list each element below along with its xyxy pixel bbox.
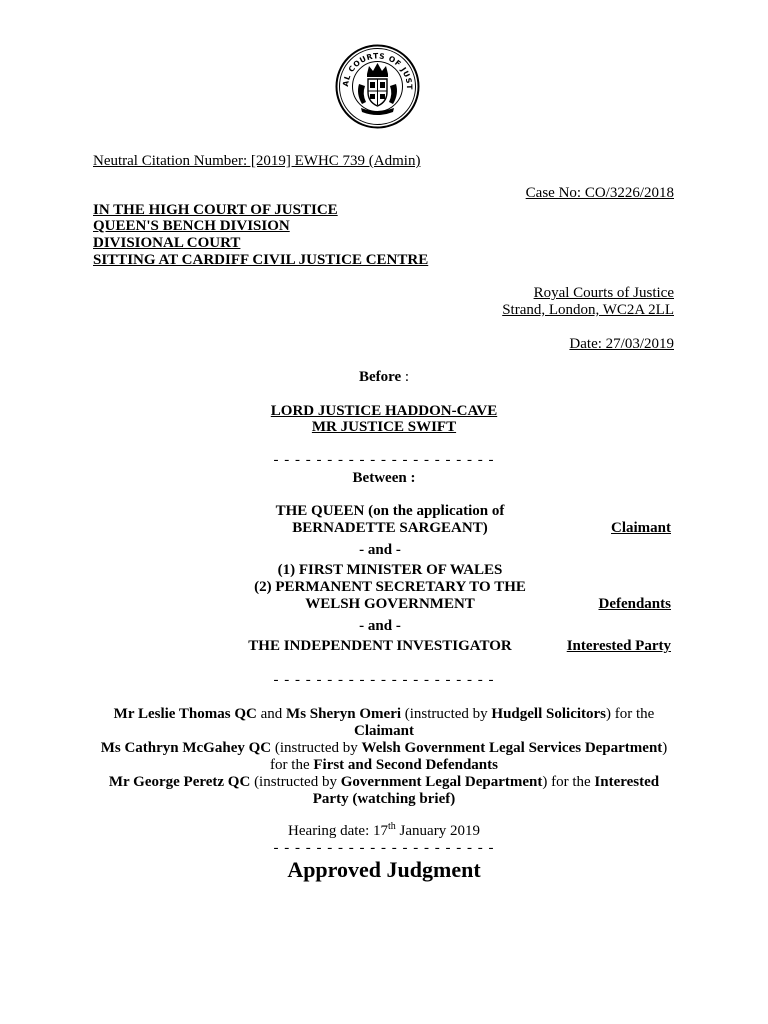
counsel-name: Ms Sheryn Omeri [286,706,402,722]
court-line-2: QUEEN'S BENCH DIVISION [93,218,290,234]
defendant-line-2: (2) PERMANENT SECRETARY TO THE [254,579,526,595]
counsel-interested-line-1 [70,774,698,791]
court-address-line-1: Royal Courts of Justice [533,285,674,301]
separator-line: - - - - - - - - - - - - - - - - - - - - - [273,840,495,856]
counsel-claimant-line-1 [70,706,698,723]
counsel-interested-party-line-2: Party (watching brief) [312,791,456,807]
judgment-date: Date: 27/03/2019 [569,336,674,352]
counsel-defendants-party: First and Second Defendants [313,757,498,773]
counsel-defendants-line-1 [70,740,698,757]
judge-1: LORD JUSTICE HADDON-CAVE [270,403,498,419]
counsel-text: for the [270,757,314,773]
defendant-line-3: WELSH GOVERNMENT [305,596,475,612]
counsel-text: (instructed by [250,774,341,790]
before-colon: : [401,369,410,385]
counsel-claimant-party: Claimant [354,723,414,739]
separator-line: - - - - - - - - - - - - - - - - - - - - - [273,672,495,688]
before-label: Before [358,369,402,385]
court-address-line-2: Strand, London, WC2A 2LL [502,302,674,318]
counsel-text: and [256,706,287,722]
defendant-line-1: (1) FIRST MINISTER OF WALES [277,562,503,578]
hearing-date-suffix: January 2019 [395,823,480,839]
between-label: Between : [352,470,416,486]
claimant-role: Claimant [611,520,671,536]
counsel-text: ) for the [606,706,655,722]
court-line-4: SITTING AT CARDIFF CIVIL JUSTICE CENTRE [93,252,429,268]
and-separator-2: - and - [359,618,401,634]
royal-courts-seal [335,44,420,129]
interested-party-role: Interested Party [566,638,671,654]
counsel-block [70,706,698,808]
hearing-date-prefix: Hearing date: 17 [288,823,389,839]
hearing-date-ordinal: th [388,821,396,832]
claimant-name-line-2: BERNADETTE SARGEANT) [292,520,488,536]
before-heading [0,369,768,386]
interested-party-name: THE INDEPENDENT INVESTIGATOR [248,638,512,654]
counsel-text: ) [662,740,668,756]
court-line-1: IN THE HIGH COURT OF JUSTICE [93,202,338,218]
and-separator-1: - and - [359,542,401,558]
neutral-citation: Neutral Citation Number: [2019] EWHC 739 (Admin) [93,153,421,169]
solicitor-firm: Welsh Government Legal Services Department [361,740,663,756]
counsel-name: Ms Cathryn McGahey QC [100,740,272,756]
case-number: Case No: CO/3226/2018 [525,185,674,201]
counsel-text: ) for the [542,774,595,790]
svg-text:ROYAL COURTS OF JUSTICE: AL COURTS OF JUST [340,51,415,91]
solicitor-firm: Government Legal Department [340,774,543,790]
counsel-text: (instructed by [271,740,362,756]
claimant-name-line-1: THE QUEEN (on the application of [275,503,505,519]
counsel-defendants-line-2 [70,757,698,774]
document-title: Approved Judgment [287,857,481,882]
separator-line: - - - - - - - - - - - - - - - - - - - - - [273,452,495,468]
hearing-date [0,823,768,840]
counsel-text: (instructed by [401,706,492,722]
judge-2: MR JUSTICE SWIFT [311,419,457,435]
counsel-interested-party: Interested [594,774,660,790]
counsel-name: Mr Leslie Thomas QC [113,706,257,722]
defendants-role: Defendants [598,596,671,612]
counsel-name: Mr George Peretz QC [108,774,251,790]
solicitor-firm: Hudgell Solicitors [491,706,607,722]
court-line-3: DIVISIONAL COURT [93,235,241,251]
